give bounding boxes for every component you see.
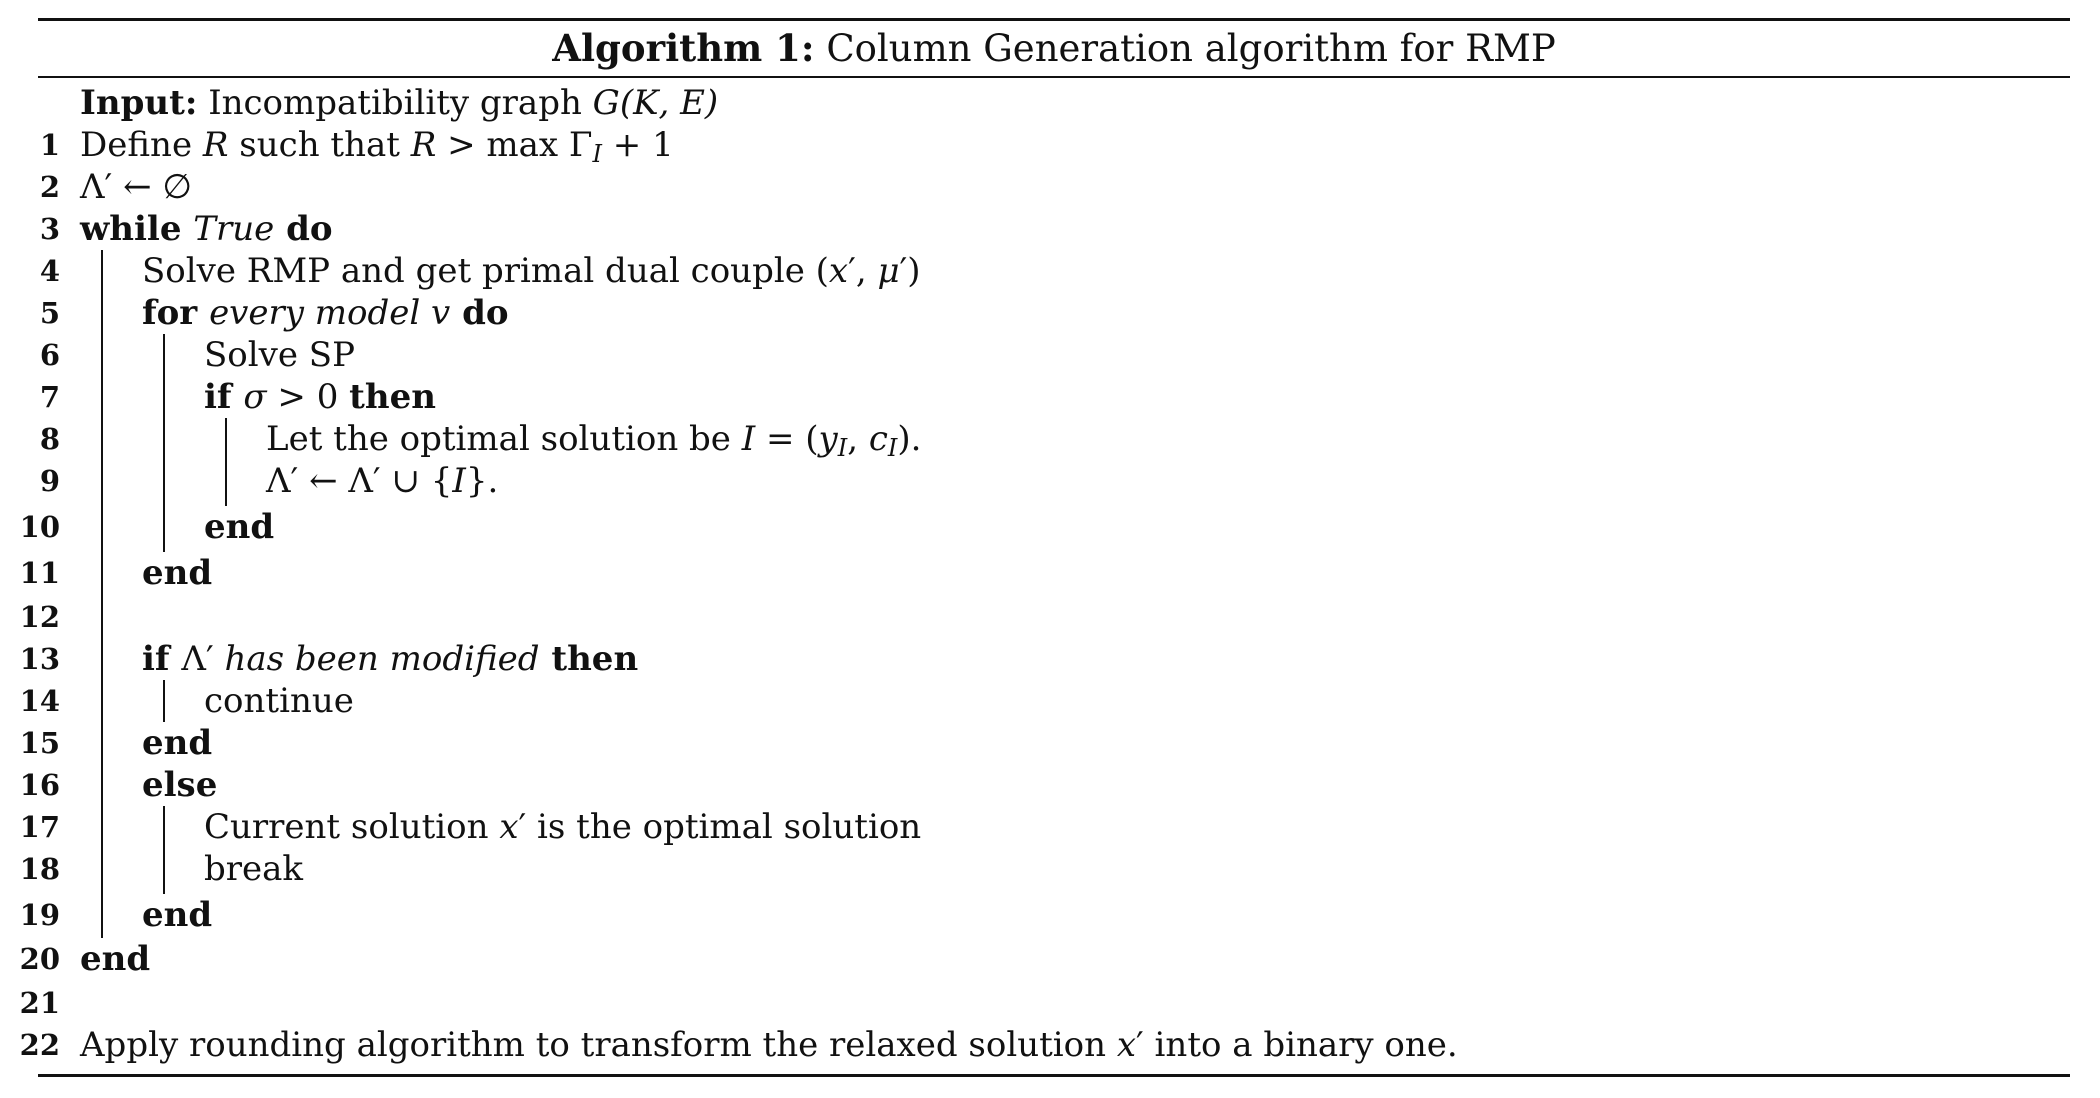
line-text [204, 376, 436, 418]
line-fragment: end [204, 507, 275, 547]
line-fragment: Current solution [204, 807, 500, 847]
line-number: 6 [39, 338, 60, 372]
line-fragment: I [741, 419, 756, 459]
line-number: 10 [19, 510, 60, 544]
line-fragment: Define [80, 125, 203, 165]
title-rule [38, 76, 2070, 78]
line-number: 3 [39, 212, 60, 246]
line-fragment: I [452, 461, 466, 501]
algorithm-caption: Column Generation algorithm for RMP [826, 27, 1556, 70]
line-fragment: end [142, 723, 213, 763]
line-fragment: then [349, 377, 436, 417]
line-fragment: break [204, 849, 304, 889]
line-fragment: Λ′ ← Λ′ ∪ { [266, 461, 453, 501]
line-number: 9 [39, 464, 60, 498]
line-fragment: I [592, 140, 602, 168]
line-fragment: while [80, 209, 194, 249]
line-fragment: Let the optimal solution be [266, 419, 742, 459]
line-fragment: do [450, 293, 509, 333]
line-fragment: x [828, 251, 849, 291]
line-fragment: R [410, 125, 437, 165]
line-number: 7 [39, 380, 60, 414]
line-text [142, 764, 217, 806]
line-fragment: Apply rounding algorithm to transform the relaxed solution [80, 1025, 1117, 1065]
line-fragment: end [142, 553, 213, 593]
line-fragment: > max Γ [436, 125, 593, 165]
line-text [142, 638, 638, 680]
line-number: 13 [19, 642, 60, 676]
line-fragment: Λ′ ← ∅ [80, 167, 192, 207]
line-fragment: ′, [848, 251, 878, 291]
line-text [204, 806, 921, 848]
line-number: 12 [19, 600, 60, 634]
line-fragment: continue [204, 681, 354, 721]
line-fragment: then [539, 639, 639, 679]
algorithm-label: Algorithm 1: [552, 26, 815, 70]
line-number: 11 [19, 556, 60, 590]
bottom-rule [38, 1074, 2070, 1077]
line-fragment: do [274, 209, 333, 249]
line-fragment: ′ into a binary one. [1136, 1025, 1458, 1065]
line-fragment: has been modified [224, 639, 540, 679]
line-fragment: c [868, 419, 888, 459]
line-fragment: > 0 [266, 377, 350, 417]
line-number: 14 [19, 684, 60, 718]
line-fragment: if [204, 377, 244, 417]
block-indent-bar [225, 418, 227, 506]
line-number: 18 [19, 852, 60, 886]
line-fragment: , [847, 419, 869, 459]
block-indent-bar [101, 250, 103, 938]
line-number: 17 [19, 810, 60, 844]
line-number: 16 [19, 768, 60, 802]
line-fragment: ′) [899, 251, 921, 291]
input-math: G(K, E) [592, 83, 719, 123]
line-number: 15 [19, 726, 60, 760]
line-fragment: = ( [755, 419, 819, 459]
line-fragment: Λ′ [181, 639, 225, 679]
line-text [142, 894, 212, 936]
line-number: 8 [39, 422, 60, 456]
line-text [204, 506, 274, 548]
line-number: 5 [39, 296, 60, 330]
line-number: 2 [39, 170, 60, 204]
input-text: Incompatibility graph [208, 83, 593, 123]
line-fragment: + 1 [601, 125, 674, 165]
input-label: Input: [80, 83, 198, 123]
line-text [142, 250, 921, 292]
line-number: 21 [19, 986, 60, 1020]
line-text [142, 292, 509, 334]
line-fragment: such that [228, 125, 411, 165]
line-text [80, 208, 333, 250]
line-fragment: else [142, 765, 218, 805]
line-text [204, 334, 355, 376]
line-fragment: I [887, 434, 898, 462]
line-text [266, 460, 498, 502]
line-fragment: True [193, 209, 275, 249]
line-fragment: if [142, 639, 182, 679]
block-indent-bar [163, 334, 165, 552]
line-text [142, 722, 212, 764]
line-text [80, 166, 192, 208]
line-fragment: σ [243, 377, 267, 417]
line-fragment: I [837, 434, 848, 462]
line-fragment: x [1116, 1025, 1137, 1065]
line-fragment: μ [877, 251, 900, 291]
line-text [142, 552, 212, 594]
line-number: 4 [39, 254, 60, 288]
line-fragment: every model v [209, 293, 451, 333]
line-number: 19 [19, 898, 60, 932]
line-text [204, 848, 303, 890]
line-fragment: y [818, 419, 838, 459]
line-number: 1 [39, 128, 60, 162]
line-number: 20 [19, 942, 60, 976]
line-fragment: x [499, 807, 519, 847]
line-text [80, 938, 150, 980]
line-fragment: ′ is the optimal solution [518, 807, 922, 847]
algorithm-title [38, 20, 2070, 76]
line-fragment: for [142, 293, 210, 333]
line-fragment: end [142, 895, 213, 935]
line-fragment: Solve SP [204, 335, 355, 375]
block-indent-bar [163, 806, 165, 894]
line-text [80, 1024, 1458, 1066]
line-fragment: R [202, 125, 229, 165]
line-text [204, 680, 354, 722]
line-fragment: end [80, 939, 151, 979]
line-number: 22 [19, 1028, 60, 1062]
block-indent-bar [163, 680, 165, 722]
line-fragment: ). [897, 419, 922, 459]
line-fragment: }. [465, 461, 499, 501]
line-fragment: Solve RMP and get primal dual couple ( [142, 251, 829, 291]
